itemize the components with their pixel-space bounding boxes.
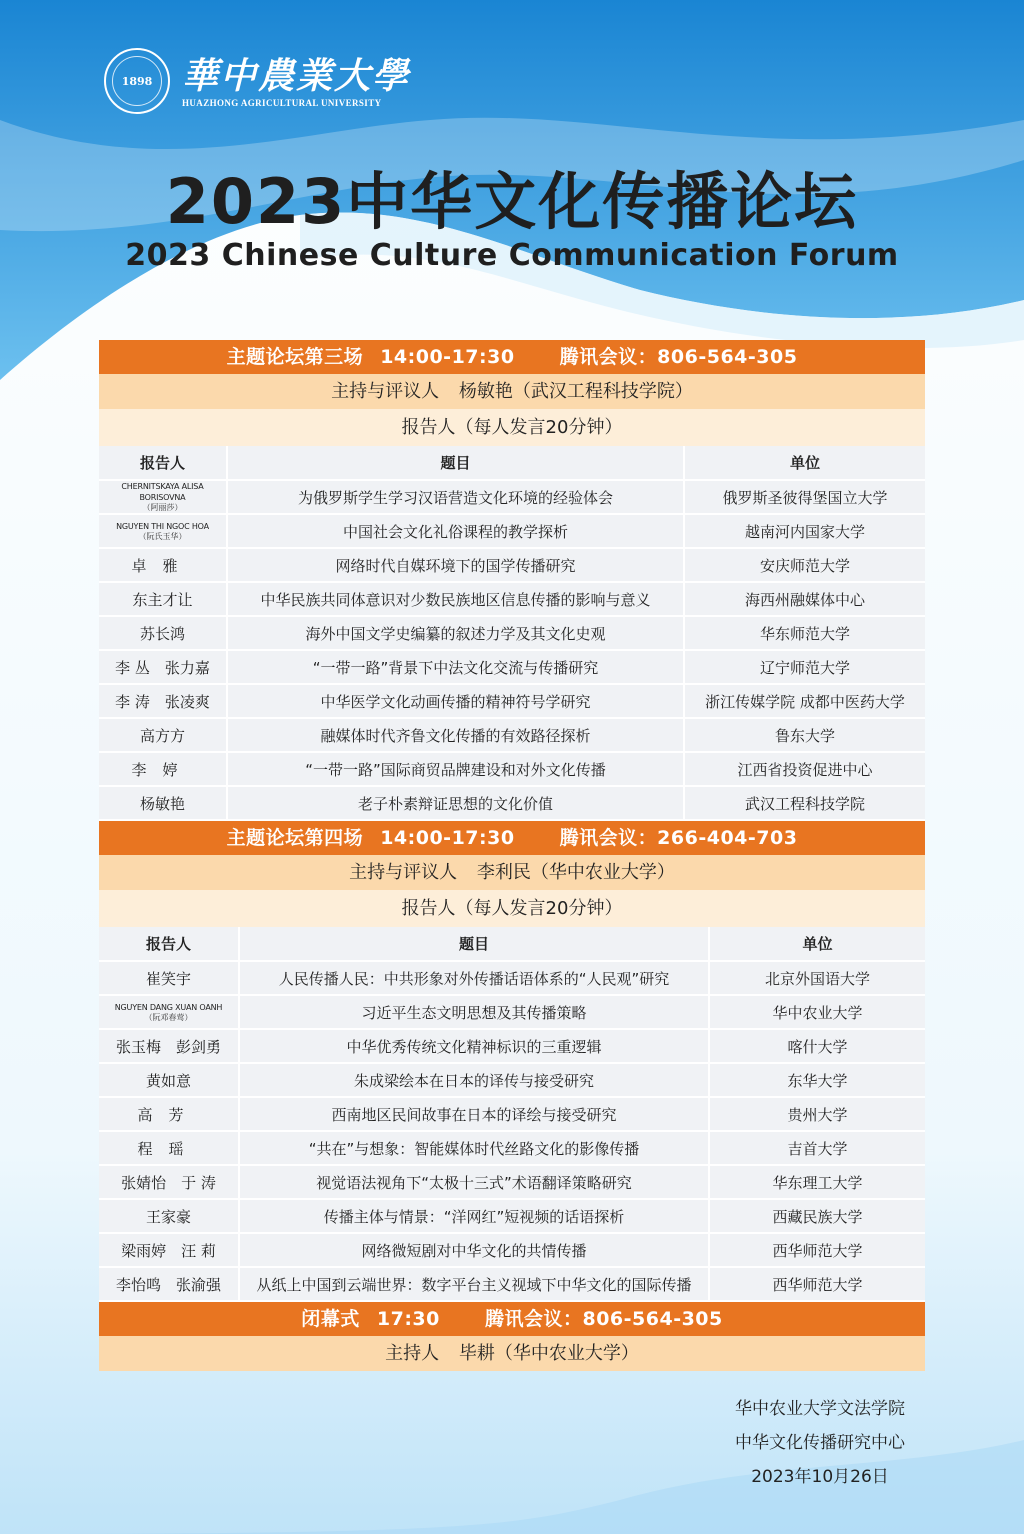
table-row <box>99 1029 925 1063</box>
closing-meeting: 腾讯会议：806-564-305 <box>484 1308 723 1330</box>
closing-time: 17:30 <box>376 1308 440 1330</box>
affiliation-cell: 西华师范大学 <box>709 1267 925 1301</box>
table-row <box>99 582 925 616</box>
col-header-affiliation: 单位 <box>684 446 925 480</box>
session3-meeting: 腾讯会议：806-564-305 <box>559 346 798 368</box>
speaker-cell: 卓雅 <box>99 548 227 582</box>
speaker-name-cn: （阮邓春莺） <box>144 1012 193 1022</box>
affiliation-cell: 东华大学 <box>709 1063 925 1097</box>
session3-time: 14:00-17:30 <box>380 346 515 368</box>
affiliation-cell: 安庆师范大学 <box>684 548 925 582</box>
topic-cell: 融媒体时代齐鲁文化传播的有效路径探析 <box>227 718 684 752</box>
speaker-cell: 李 丛 张力嘉 <box>99 650 227 684</box>
page-subtitle: 2023 Chinese Culture Communication Forum <box>125 238 899 273</box>
footer <box>700 1392 940 1494</box>
affiliation-cell: 俄罗斯圣彼得堡国立大学 <box>684 480 925 514</box>
topic-cell: 视觉语法视角下“太极十三式”术语翻译策略研究 <box>239 1165 709 1199</box>
session3-table <box>99 446 925 821</box>
forum-schedule <box>99 340 925 1371</box>
speaker-cell: 王家豪 <box>99 1199 239 1233</box>
topic-cell: 中华医学文化动画传播的精神符号学研究 <box>227 684 684 718</box>
session3-host-label: 主持与评议人 <box>331 381 440 402</box>
col-header-topic: 题目 <box>239 927 709 961</box>
topic-cell: 人民传播人民：中共形象对外传播话语体系的“人民观”研究 <box>239 961 709 995</box>
table-row <box>99 1267 925 1301</box>
session3-speakers-note: 报告人（每人发言20分钟） <box>99 409 925 446</box>
table-row <box>99 548 925 582</box>
table-row <box>99 684 925 718</box>
closing-host-label: 主持人 <box>385 1343 440 1364</box>
topic-cell: 中华民族共同体意识对少数民族地区信息传播的影响与意义 <box>227 582 684 616</box>
affiliation-cell: 华东理工大学 <box>709 1165 925 1199</box>
affiliation-cell: 鲁东大学 <box>684 718 925 752</box>
table-row <box>99 995 925 1029</box>
affiliation-cell: 华东师范大学 <box>684 616 925 650</box>
affiliation-cell: 华中农业大学 <box>709 995 925 1029</box>
affiliation-cell: 江西省投资促进中心 <box>684 752 925 786</box>
speaker-cell: 黄如意 <box>99 1063 239 1097</box>
session4-name: 主题论坛第四场 <box>226 827 364 849</box>
speaker-cell: 高方方 <box>99 718 227 752</box>
topic-cell: 西南地区民间故事在日本的译绘与接受研究 <box>239 1097 709 1131</box>
table-row <box>99 1097 925 1131</box>
speaker-name-cn: （阿丽莎） <box>142 503 183 512</box>
table-row <box>99 650 925 684</box>
footer-date: 2023年10月26日 <box>751 1467 889 1487</box>
speaker-cell: 苏长鸿 <box>99 616 227 650</box>
speaker-cell: 高芳 <box>99 1097 239 1131</box>
table-row <box>99 480 925 514</box>
topic-cell: 老子朴素辩证思想的文化价值 <box>227 786 684 820</box>
table-row <box>99 616 925 650</box>
speaker-cell: 崔笑宇 <box>99 961 239 995</box>
table-row <box>99 1233 925 1267</box>
table-row <box>99 514 925 548</box>
speaker-cell <box>99 480 227 514</box>
university-name-cn: 華中農業大學 <box>182 55 411 97</box>
session3-header <box>99 340 925 374</box>
table-row <box>99 786 925 820</box>
speaker-cell <box>99 514 227 548</box>
university-seal <box>104 48 170 114</box>
organizer-1: 华中农业大学文法学院 <box>735 1399 905 1419</box>
table-row <box>99 1131 925 1165</box>
speaker-cell: 李 涛 张凌爽 <box>99 684 227 718</box>
topic-cell: 中国社会文化礼俗课程的教学探析 <box>227 514 684 548</box>
speaker-cell <box>99 995 239 1029</box>
university-name-en: HUAZHONG AGRICULTURAL UNIVERSITY <box>182 98 382 108</box>
speaker-cell: 杨敏艳 <box>99 786 227 820</box>
affiliation-cell: 海西州融媒体中心 <box>684 582 925 616</box>
organizer-2: 中华文化传播研究中心 <box>735 1433 905 1453</box>
topic-cell: 海外中国文学史编纂的叙述力学及其文化史观 <box>227 616 684 650</box>
session4-speakers-note: 报告人（每人发言20分钟） <box>99 890 925 927</box>
topic-cell: 网络时代自媒环境下的国学传播研究 <box>227 548 684 582</box>
session3-name: 主题论坛第三场 <box>226 346 364 368</box>
closing-host-row <box>99 1336 925 1371</box>
speaker-name: NGUYEN DANG XUAN OANH <box>114 1002 223 1012</box>
affiliation-cell: 浙江传媒学院 成都中医药大学 <box>684 684 925 718</box>
col-header-speaker: 报告人 <box>99 446 227 480</box>
col-header-affiliation: 单位 <box>709 927 925 961</box>
speaker-cell: 张婧怡 于 涛 <box>99 1165 239 1199</box>
table-row <box>99 1199 925 1233</box>
topic-cell: 中华优秀传统文化精神标识的三重逻辑 <box>239 1029 709 1063</box>
affiliation-cell: 越南河内国家大学 <box>684 514 925 548</box>
university-logo <box>104 48 410 114</box>
affiliation-cell: 西藏民族大学 <box>709 1199 925 1233</box>
table-header-row <box>99 446 925 480</box>
col-header-topic: 题目 <box>227 446 684 480</box>
speaker-name: NGUYEN THI NGOC HOA <box>116 521 209 531</box>
table-header-row <box>99 927 925 961</box>
topic-cell: “一带一路”国际商贸品牌建设和对外文化传播 <box>227 752 684 786</box>
topic-cell: 网络微短剧对中华文化的共情传播 <box>239 1233 709 1267</box>
topic-cell: 朱成梁绘本在日本的译传与接受研究 <box>239 1063 709 1097</box>
table-row <box>99 1063 925 1097</box>
session4-time: 14:00-17:30 <box>380 827 515 849</box>
speaker-name-cn: （阮氏玉华） <box>138 531 187 541</box>
seal-year: 1898 <box>121 74 153 88</box>
session4-header <box>99 821 925 855</box>
col-header-speaker: 报告人 <box>99 927 239 961</box>
closing-header <box>99 1302 925 1336</box>
topic-cell: 习近平生态文明思想及其传播策略 <box>239 995 709 1029</box>
session4-table <box>99 927 925 1302</box>
affiliation-cell: 辽宁师范大学 <box>684 650 925 684</box>
topic-cell: 传播主体与情景：“洋网红”短视频的话语探析 <box>239 1199 709 1233</box>
session4-meeting: 腾讯会议：266-404-703 <box>559 827 798 849</box>
page-title: 2023中华文化传播论坛 <box>165 165 859 238</box>
affiliation-cell: 武汉工程科技学院 <box>684 786 925 820</box>
topic-cell: 从纸上中国到云端世界：数字平台主义视域下中华文化的国际传播 <box>239 1267 709 1301</box>
session3-host-row <box>99 374 925 409</box>
table-row <box>99 1165 925 1199</box>
session3-host: 杨敏艳（武汉工程科技学院） <box>458 381 693 402</box>
session4-host: 李利民（华中农业大学） <box>476 862 675 883</box>
topic-cell: 为俄罗斯学生学习汉语营造文化环境的经验体会 <box>227 480 684 514</box>
table-row <box>99 961 925 995</box>
speaker-name: CHERNITSKAYA ALISA BORISOVNA <box>121 482 204 502</box>
speaker-cell: 东主才让 <box>99 582 227 616</box>
affiliation-cell: 西华师范大学 <box>709 1233 925 1267</box>
session4-host-label: 主持与评议人 <box>349 862 458 883</box>
speaker-cell: 李怡鸣 张渝强 <box>99 1267 239 1301</box>
table-row <box>99 752 925 786</box>
affiliation-cell: 吉首大学 <box>709 1131 925 1165</box>
session4-host-row <box>99 855 925 890</box>
speaker-cell: 梁雨婷 汪 莉 <box>99 1233 239 1267</box>
table-row <box>99 718 925 752</box>
speaker-cell: 程瑶 <box>99 1131 239 1165</box>
topic-cell: “共在”与想象：智能媒体时代丝路文化的影像传播 <box>239 1131 709 1165</box>
speaker-cell: 张玉梅 彭剑勇 <box>99 1029 239 1063</box>
closing-host: 毕耕（华中农业大学） <box>458 1343 639 1364</box>
affiliation-cell: 贵州大学 <box>709 1097 925 1131</box>
affiliation-cell: 喀什大学 <box>709 1029 925 1063</box>
speaker-cell: 李婷 <box>99 752 227 786</box>
affiliation-cell: 北京外国语大学 <box>709 961 925 995</box>
closing-name: 闭幕式 <box>301 1308 360 1330</box>
topic-cell: “一带一路”背景下中法文化交流与传播研究 <box>227 650 684 684</box>
